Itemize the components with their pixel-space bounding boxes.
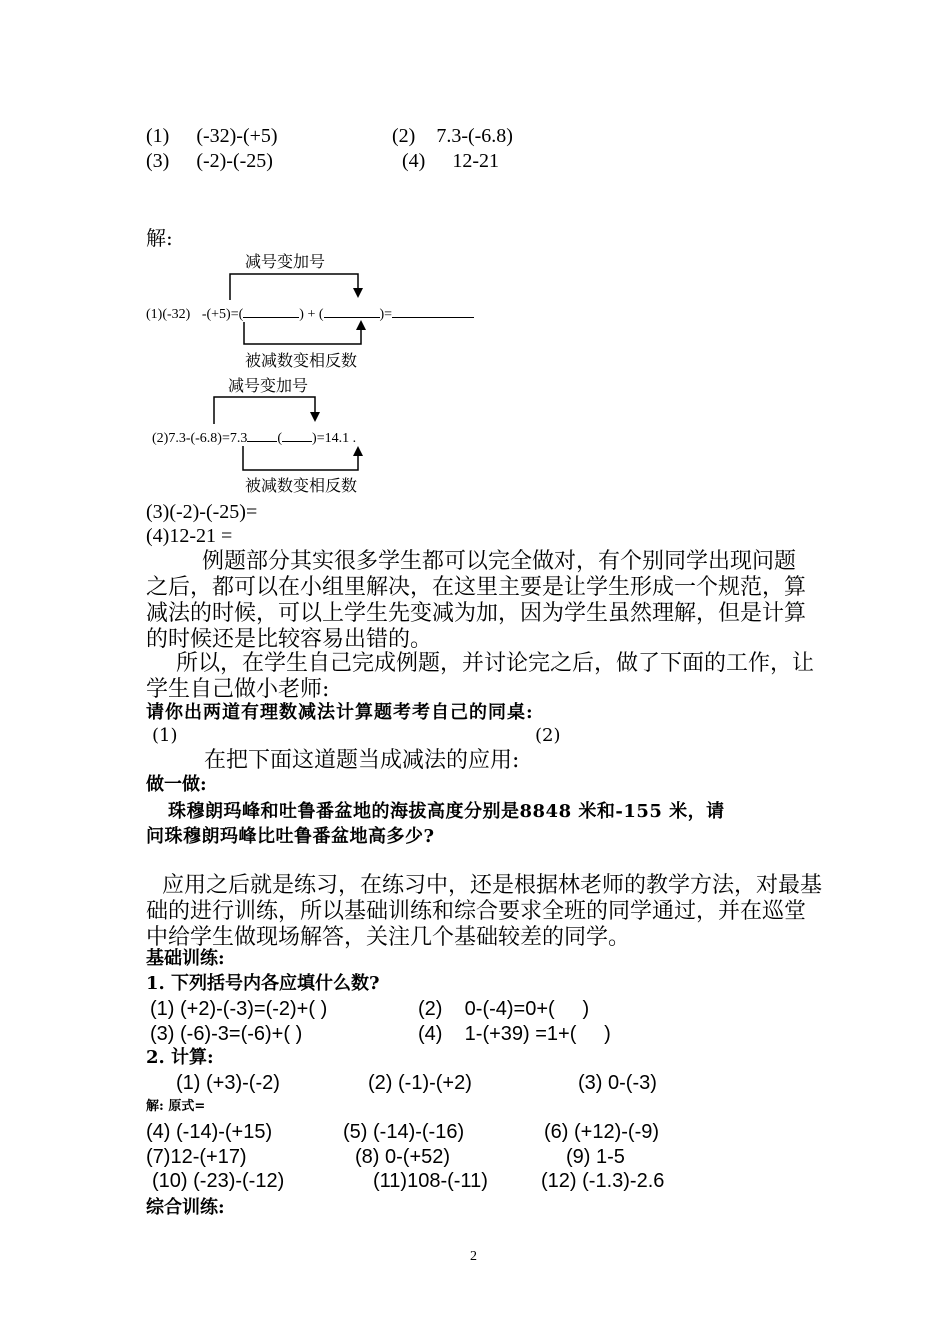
question-2-item-12: (12) (-1.3)-2.6 [541, 1170, 665, 1192]
paragraph-1-line-4: 的时候还是比较容易出错的。 [146, 627, 433, 652]
problem-1-number: (1) [146, 125, 170, 147]
diagram1-expr-right: (+5)=( [206, 307, 244, 322]
question-2-item-11: (11)108-(-11) [373, 1170, 488, 1192]
problem-4-number: (4) [402, 150, 426, 172]
question-2-item-1: (1) (+3)-(-2) [176, 1072, 280, 1094]
paragraph-3-line-3: 中给学生做现场解答，关注几个基础较差的同学。 [146, 925, 631, 950]
question-2-item-6: (6) (+12)-(-9) [544, 1121, 660, 1143]
task-number-1: (1) [152, 725, 178, 746]
solution-line-3: (3)(-2)-(-25)= [146, 501, 258, 523]
paragraph-2-line-2: 学生自己做小老师: [146, 677, 330, 702]
paragraph-1-line-2: 之后，都可以在小组里解决，在这里主要是让学生形成一个规范，算 [146, 575, 807, 600]
question-2-item-4: (4) (-14)-(+15) [146, 1121, 273, 1143]
diagram1-blank-answer[interactable] [392, 303, 474, 318]
question-2-item-9: (9) 1-5 [566, 1146, 625, 1168]
diagram2-end: )=14.1 . [312, 431, 357, 446]
doit-label: 做一做: [146, 774, 207, 795]
question-2-title: 2. 计算: [146, 1047, 214, 1068]
diagram1-top-label: 减号变加号 [245, 252, 326, 271]
question-2-item-8: (8) 0-(+52) [355, 1146, 451, 1168]
application-intro: 在把下面这道题当成减法的应用: [204, 748, 520, 773]
question-1-c: (3) (-6)-3=(-6)+( ) [150, 1023, 303, 1045]
solution-label: 解: [146, 226, 173, 250]
paragraph-1 [146, 549, 806, 653]
task-prompt: 请你出两道有理数减法计算题考考自己的同桌: [146, 702, 534, 723]
problem-2-expression: 7.3-(-6.8) [436, 125, 513, 147]
doit-line-1: 珠穆朗玛峰和吐鲁番盆地的海拔高度分别是8848 米和-155 米，请 [168, 801, 725, 822]
diagram1-close-1: ) [299, 307, 304, 322]
diagram1-blank-2[interactable] [324, 303, 380, 318]
question-2-item-10: (10) (-23)-(-12) [152, 1170, 285, 1192]
question-2-item-7: (7)12-(+17) [146, 1146, 247, 1168]
diagram1-close-2: )= [379, 307, 393, 322]
solution-line-4: (4)12-21 = [146, 525, 233, 547]
task-number-2: (2) [535, 725, 561, 746]
paragraph-3 [146, 873, 822, 951]
diagram1-expr-left: (1)(-32) [146, 307, 191, 322]
diagram1-bottom-label: 被减数变相反数 [245, 351, 358, 370]
problem-4-expression: 12-21 [452, 150, 499, 172]
question-1-b: (2) 0-(-4)=0+( ) [418, 998, 590, 1020]
doit-line-2: 问珠穆朗玛峰比吐鲁番盆地高多少? [146, 826, 435, 847]
question-1-title: 1. 下列括号内各应填什么数? [146, 973, 380, 994]
diagram1-open-2: ( [318, 307, 324, 322]
diagram2-blank-2[interactable] [282, 427, 312, 442]
diagram2-expression [152, 427, 356, 448]
diagram1-minus: - [201, 307, 207, 322]
problem-3-number: (3) [146, 150, 170, 172]
problem-3-expression: (-2)-(-25) [196, 150, 273, 172]
problem-2-number: (2) [392, 125, 416, 147]
paragraph-3-line-2: 础的进行训练，所以基础训练和综合要求全班的同学通过，并在巡堂 [146, 899, 807, 924]
diagram1-expression [146, 303, 474, 324]
combined-training-label: 综合训练: [146, 1197, 225, 1218]
diagram2-bottom-label: 被减数变相反数 [245, 476, 358, 495]
page-number: 2 [470, 1249, 477, 1264]
paragraph-3-line-1: 应用之后就是练习，在练习中，还是根据林老师的教学方法，对最基 [162, 873, 823, 898]
question-2-solution-label: 解: 原式= [146, 1099, 206, 1114]
paragraph-1-line-3: 减法的时候，可以上学生先变减为加，因为学生虽然理解，但是计算 [146, 601, 807, 626]
diagram1-plus: + [307, 307, 316, 322]
problem-1-expression: (-32)-(+5) [196, 125, 278, 147]
paragraph-2 [146, 651, 814, 703]
diagram2-mid: ( [277, 431, 283, 446]
question-1-a: (1) (+2)-(-3)=(-2)+( ) [150, 998, 328, 1020]
question-1-d: (4) 1-(+39) =1+( ) [418, 1023, 611, 1045]
question-2-item-3: (3) 0-(-3) [578, 1072, 657, 1094]
question-2-item-5: (5) (-14)-(-16) [343, 1121, 465, 1143]
diagram2-top-label: 减号变加号 [228, 376, 309, 395]
question-2-item-2: (2) (-1)-(+2) [368, 1072, 472, 1094]
basic-training-label: 基础训练: [146, 948, 225, 969]
diagram1-blank-1[interactable] [243, 303, 299, 318]
paragraph-1-line-1: 例题部分其实很多学生都可以完全做对，有个别同学出现问题 [202, 549, 797, 574]
diagram2-blank-1[interactable] [247, 427, 277, 442]
diagram2-expr: (2)7.3-(-6.8)=7.3 [152, 431, 248, 446]
paragraph-2-line-1: 所以，在学生自己完成例题，并讨论完之后，做了下面的工作，让 [176, 651, 815, 676]
